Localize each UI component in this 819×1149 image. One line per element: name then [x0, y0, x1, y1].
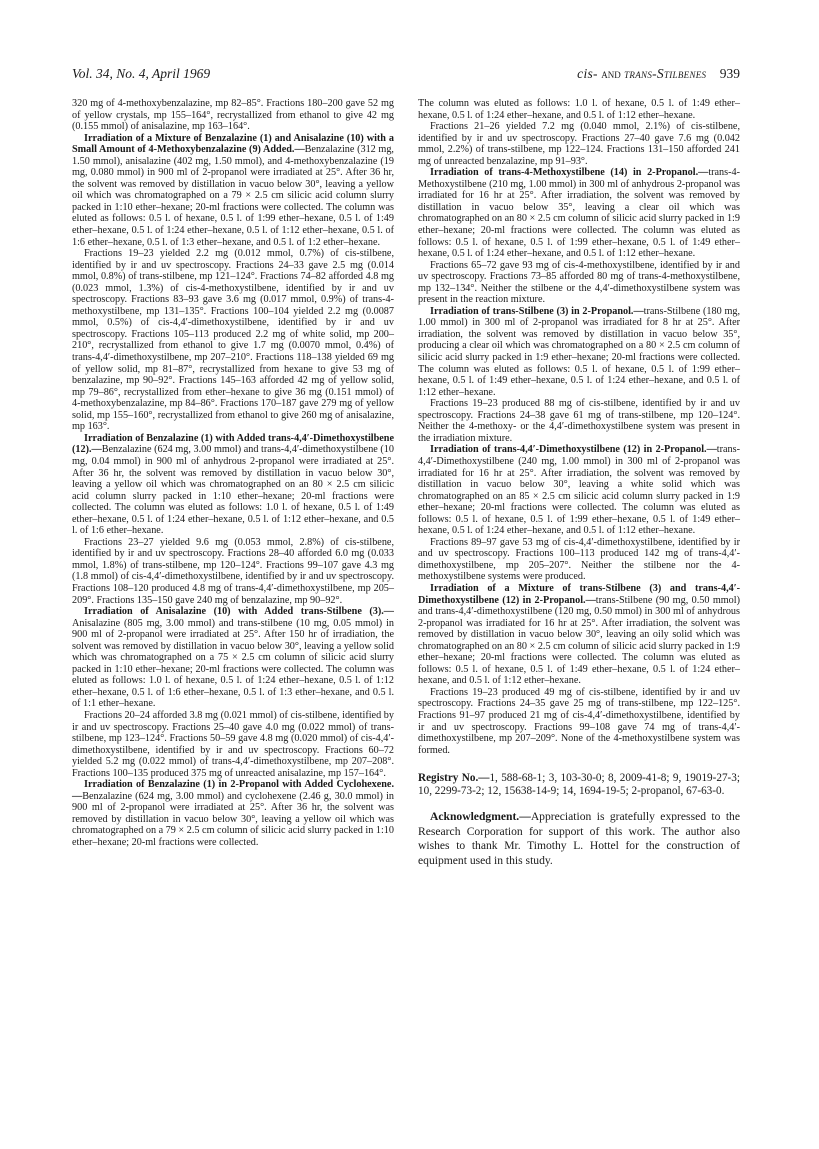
- acknowledgment-label: Acknowledgment.—: [430, 810, 531, 824]
- paragraph-text: trans-Stilbene (180 mg, 1.00 mmol) in 300 ml of 2-propanol was irradiated for 8 hr at 25°. After irradiation, the solvent was removed by distillation in vacuo below 35°, producing a clear oil which was chromatographed on a 80 × 2.5 cm column of silicic acid slurry packed in 1:9 ether–hexane; 20-ml fractions were collected. The column was eluted as follows: 0.5 l. of hexane, 0.5 l. of 1:99 ether–hexane, 0.5 l. of 1:49 ether–hexane, 0.5 l. of 1:24 ether–hexane, and 0.5 l. of 1:12 ether–hexane.: [418, 305, 741, 398]
- body-paragraph: [72, 248, 394, 433]
- title-prefix: cis-: [577, 66, 598, 81]
- body-paragraph: [418, 260, 740, 306]
- paragraph-text: Fractions 21–26 yielded 7.2 mg (0.040 mmol, 2.1%) of cis-stilbene, identified by ir and uv spectroscopy. Fractions 27–40 gave 7.6 mg (0.042 mmol, 2.2%) of trans-stilbene, mp 122–124. Fractions 131–150 afforded 241 mg of unreacted benzalazine, mp 91–93°.: [418, 121, 740, 167]
- section-heading: Irradiation of Benzalazine (1) with Added trans-4,4′-Dimethoxystilbene (12).—: [72, 432, 394, 456]
- section-paragraph: [72, 433, 394, 537]
- paragraph-text: Fractions 19–23 yielded 2.2 mg (0.012 mmol, 0.7%) of cis-stilbene, identified by ir and uv spectroscopy. Fractions 24–33 gave 2.5 mg (0.014 mmol, 0.8%) of trans-stilbene, mp 121–124°. Fractions 74–82 afforded 4.8 mg (0.023 mmol, 1.3%) of cis-4-methoxystilbene, identified by ir and uv spectroscopy. Fractions 83–93 gave 3.6 mg (0.017 mmol, 0.9%) of trans-4-methoxystilbene, mp 131–135°. Fractions 100–104 yielded 2.2 mg (0.0087 mmol, 0.5%) of cis-4,4′-dimethoxystilbene, identified by ir and uv spectroscopy. Fractions 105–113 produced 2.2 mg of white solid, mp 200–210°, recrystallized from ethanol to give 1.7 mg (0.0070 mmol, 0.4%) of trans-4,4′-dimethoxystilbene, mp 207–210°. Fractions 118–138 yielded 69 mg of yellow solid, mp 81–87°, recrystallized from hexane to give 53 mg of benzalazine, mp 90–92°. Fractions 145–163 afforded 42 mg of yellow solid, mp 79–86°, recrystallized from ether–hexane to give 36 mg (0.151 mmol) of 4-methoxybenzalazine, mp 84–86°. Fractions 170–187 gave 279 mg of yellow solid, mp 155–160°, recrystallized from ethanol to give 260 mg of anisalazine, mp 163°.: [72, 248, 394, 433]
- right-column-body: [418, 98, 740, 756]
- paragraph-text: Fractions 20–24 afforded 3.8 mg (0.021 mmol) of cis-stilbene, identified by ir and uv spectroscopy. Fractions 25–40 gave 4.0 mg (0.022 mmol) of trans-stilbene, mp 123–124°. Fractions 50–59 gave 4.8 mg (0.020 mmol) of cis-4,4′-dimethoxystilbene, identified by ir and uv spectroscopy. Fractions 60–72 yielded 5.2 mg (0.022 mmol) of trans-4,4′-dimethoxystilbene, mp 207–208°. Fractions 100–135 produced 375 mg of unreacted anisalazine, mp 157–164°.: [72, 709, 394, 779]
- paragraph-text: trans-4-Methoxystilbene (210 mg, 1.00 mmol) in 300 ml of anhydrous 2-propanol was irradiated for 16 hr at 25°. After irradiation, the solvent was removed by distillation in vacuo below 35°, leaving a clear oil which was chromatographed on an 80 × 2.5 cm column of silicic acid slurry packed in 1:9 ether–hexane; 20-ml fractions were collected. The column was eluted as follows: 0.5 l. of hexane, 0.5 l. of 1:99 ether–hexane, 0.5 l. of 1:49 ether–hexane, 0.5 l. of 1:24 ether–hexane, and 0.5 l. of 1:12 ether–hexane.: [418, 167, 740, 260]
- section-paragraph: [72, 779, 394, 848]
- body-paragraph: [418, 98, 740, 121]
- paragraph-text: 320 mg of 4-methoxybenzalazine, mp 82–85°. Fractions 180–200 gave 52 mg of yellow crystals, mp 155–164°, recrystallized from ethanol to give 42 mg (0.155 mmol) of anisalazine, mp 163–164°.: [72, 98, 394, 133]
- acknowledgment: [418, 810, 740, 868]
- left-column: [72, 98, 394, 849]
- section-heading: Irradiation of Anisalazine (10) with Added trans-Stilbene (3).—: [84, 606, 394, 618]
- registry-text: 1, 588-68-1; 3, 103-30-0; 8, 2009-41-8; 9, 19019-27-3; 10, 2299-73-2; 12, 15638-14-9; 14, 1694-19-5; 2-propanol, 67-63-0.: [418, 772, 740, 798]
- section-paragraph: [72, 606, 394, 710]
- paragraph-text: Fractions 89–97 gave 53 mg of cis-4,4′-dimethoxystilbene, identified by ir and uv spectroscopy. Fractions 100–113 produced 142 mg of trans-4,4′-dimethoxystilbene, mp 205–207°. Neither the stilbene nor the 4-methoxystilbene systems were produced.: [418, 536, 740, 583]
- paragraph-text: Benzalazine (312 mg, 1.50 mmol), anisalazine (402 mg, 1.50 mmol), and 4-methoxybenzalazine (19 mg, 0.080 mmol) in 900 ml of 2-propanol were irradiated at 25°. After 36 hr, the solvent was removed by distillation in vacuo below 30°, leaving a yellow oil which was chromatographed on a 79 × 2.5 cm silicic acid column slurry packed in 1:10 ether–hexane; 20-ml fractions were collected. The column was eluted as follows: 0.5 l. of hexane, 0.5 l. of 1:99 ether–hexane, 0.5 l. of 1:49 ether–hexane, 0.5 l. of 1:24 ether–hexane, 0.5 l. of 1:12 ether–hexane, 0.5 l. of 1:6 ether–hexane, 0.5 l. of 1:3 ether–hexane, and 0.5 l. of 1:2 ether–hexane.: [72, 144, 394, 248]
- body-paragraph: [418, 687, 740, 756]
- section-heading: Irradiation of trans-Stilbene (3) in 2-Propanol.—: [430, 305, 644, 317]
- body-paragraph: [72, 710, 394, 779]
- body-paragraph: [418, 537, 740, 583]
- paragraph-text: Benzalazine (624 mg, 3.00 mmol) and cyclohexene (2.46 g, 30.0 mmol) in 900 ml of 2-propanol were irradiated at 25°. After 36 hr, the solvent was removed by distillation in vacuo below 30°, leaving a yellow oil which was chromatographed on a 79 × 2.5 cm column of silicic acid slurry packed in 1:10 ether–hexane; 20-ml fractions were collected.: [72, 790, 394, 848]
- paragraph-text: trans-4,4′-Dimethoxystilbene (240 mg, 1.00 mmol) in 300 ml of 2-propanol was irradiated for 16 hr at 25°. After irradiation, the solvent was removed by distillation in vacuo below 30°, leaving a white solid which was chromatographed on an 85 × 2.5 cm silicic acid column slurry packed in 1:9 ether–hexane; 20-ml fractions were collected. The column was eluted as follows: 0.5 l. of hexane, 0.5 l. of 1:99 ether–hexane, 0.5 l. of 1:49 ether–hexane, 0.5 l. of 1:24 ether–hexane, and 0.5 l. of 1:12 ether–hexane.: [418, 444, 740, 537]
- section-paragraph: [418, 444, 740, 536]
- body-paragraph: [72, 98, 394, 133]
- paragraph-text: Fractions 65–72 gave 93 mg of cis-4-methoxystilbene, identified by ir and uv spectroscopy. Fractions 73–85 afforded 80 mg of trans-4-methoxystilbene, mp 132–134°. Neither the stilbene or the 4,4′-dimethoxystilbene system was present in the reaction mixture.: [418, 259, 740, 306]
- acknowledgment-text: Appreciation is gratefully expressed to the Research Corporation for support of this work. The author also wishes to thank Mr. Timothy L. Hottel for the construction of equipment used in this study.: [418, 810, 740, 867]
- section-heading: Irradiation of Benzalazine (1) in 2-Propanol with Added Cyclohexene.—: [72, 779, 394, 802]
- section-paragraph: [418, 583, 740, 687]
- paragraph-text: The column was eluted as follows: 1.0 l. of hexane, 0.5 l. of 1:49 ether–hexane, 0.5 l. of 1:24 ether–hexane, and 0.5 l. of 1:12 ether–hexane.: [418, 98, 740, 121]
- body-paragraph: [418, 398, 740, 444]
- paragraph-text: trans-Stilbene (90 mg, 0.50 mmol) and trans-4,4′-dimethoxystilbene (120 mg, 0.50 mmol) in 300 ml of anhydrous 2-propanol was irradiated for 16 hr at 25°. After irradiation, the solvent was removed by distillation in vacuo below 30°, leaving an oily solid which was chromatographed on an 80 × 2.5 cm column of silicic acid slurry packed in 1:9 ether–hexane; 20-ml fractions were collected. The column was eluted as follows: 0.5 l. of hexane, 0.5 l. of 1:49 ether–hexane, 0.5 l. of 1:24 ether–hexane, and 0.5 l. of 1:12 ether–hexane.: [418, 594, 740, 687]
- section-paragraph: [418, 306, 740, 398]
- journal-volume-issue: Vol. 34, No. 4, April 1969: [72, 66, 211, 81]
- registry-numbers: [418, 772, 740, 798]
- section-heading: Irradiation of a Mixture of trans-Stilbene (3) and trans-4,4′-Dimethoxystilbene (12) in 2-Propanol.—: [418, 582, 740, 606]
- paragraph-text: Benzalazine (624 mg, 3.00 mmol) and trans-4,4′-dimethoxystilbene (10 mg, 0.04 mmol) in 900 ml of anhydrous 2-propanol were irradiated at 25°. After 36 hr, the solvent was removed by distillation in vacuo below 30°, leaving a yellow oil which was chromatographed on an 80 × 2.5 cm silicic acid column slurry packed in 1:10 ether–hexane; 20-ml fractions were collected. The column was eluted as follows: 1.0 l. of hexane, 0.5 l. of 1:49 ether–hexane, 0.5 l. of 1:24 ether–hexane, 0.5 l. of 1:12 ether–hexane, and 0.5 l. of 1:6 ether–hexane.: [72, 444, 394, 537]
- paragraph-text: Anisalazine (805 mg, 3.00 mmol) and trans-stilbene (10 mg, 0.05 mmol) in 900 ml of 2-propanol were irradiated at 25°. After 150 hr of irradiation, the solvent was removed by distillation in vacuo below 30°, leaving a yellow solid which was chromatographed on a 75 × 2.5 cm column of silicic acid slurry packed in 1:10 ether–hexane; 20-ml fractions were collected. The column was eluted as follows: 1.0 l. of hexane, 0.5 l. of 1:24 ether–hexane, 0.5 l. of 1:12 ether–hexane, 0.5 l. of 1:6 ether–hexane, 0.5 l. of 1:3 ether–hexane, and 0.5 l. of 1:1 ether–hexane.: [72, 617, 394, 710]
- body-paragraph: [72, 537, 394, 606]
- paragraph-text: Fractions 19–23 produced 49 mg of cis-stilbene, identified by ir and uv spectroscopy. Fractions 24–35 gave 25 mg of trans-stilbene, mp 122–125°. Fractions 91–97 produced 21 mg of cis-4,4′-dimethoxystilbene, identified by ir and uv spectroscopy. Fractions 99–108 gave 74 mg of trans-4,4′-dimethoxystilbene, mp 207–209°. None of the 4-methoxystilbene system was formed.: [418, 686, 740, 756]
- running-title: [577, 66, 740, 82]
- paragraph-text: Fractions 23–27 yielded 9.6 mg (0.053 mmol, 2.8%) of cis-stilbene, identified by ir and uv spectroscopy. Fractions 28–40 afforded 6.0 mg (0.033 mmol, 1.8%) of trans-stilbene, mp 120–124°. Fractions 99–107 gave 4.3 mg (1.8 mmol) of cis-4,4′-dimethoxystilbene, identified by ir and uv spectroscopy. Fractions 108–120 produced 4.8 mg of trans-4,4′-dimethoxystilbene, mp 205–209°. Fractions 135–150 gave 240 mg of benzalazine, mp 90–92°.: [72, 536, 394, 606]
- right-column: [418, 98, 740, 868]
- title-main: trans-Stilbenes: [624, 66, 707, 81]
- page-number: 939: [719, 66, 740, 81]
- section-heading: Irradiation of trans-4-Methoxystilbene (14) in 2-Propanol.—: [430, 167, 709, 179]
- running-header: [72, 66, 740, 86]
- section-heading: Irradiation of a Mixture of Benzalazine (1) and Anisalazine (10) with a Small Amount of 4-Methoxybenzalazine (9) Added.—: [72, 132, 394, 156]
- registry-label: Registry No.—: [418, 772, 490, 785]
- section-paragraph: [418, 167, 740, 259]
- body-paragraph: [418, 121, 740, 167]
- section-paragraph: [72, 133, 394, 248]
- title-and: and: [601, 66, 621, 81]
- paragraph-text: Fractions 19–23 produced 88 mg of cis-stilbene, identified by ir and uv spectroscopy. Fractions 24–38 gave 61 mg of trans-stilbene, mp 120–124°. Neither the 4-methoxy- or the 4,4′-dimethoxystilbene system was present in the irradiation mixture.: [418, 398, 740, 444]
- section-heading: Irradiation of trans-4,4′-Dimethoxystilbene (12) in 2-Propanol.—: [430, 444, 717, 456]
